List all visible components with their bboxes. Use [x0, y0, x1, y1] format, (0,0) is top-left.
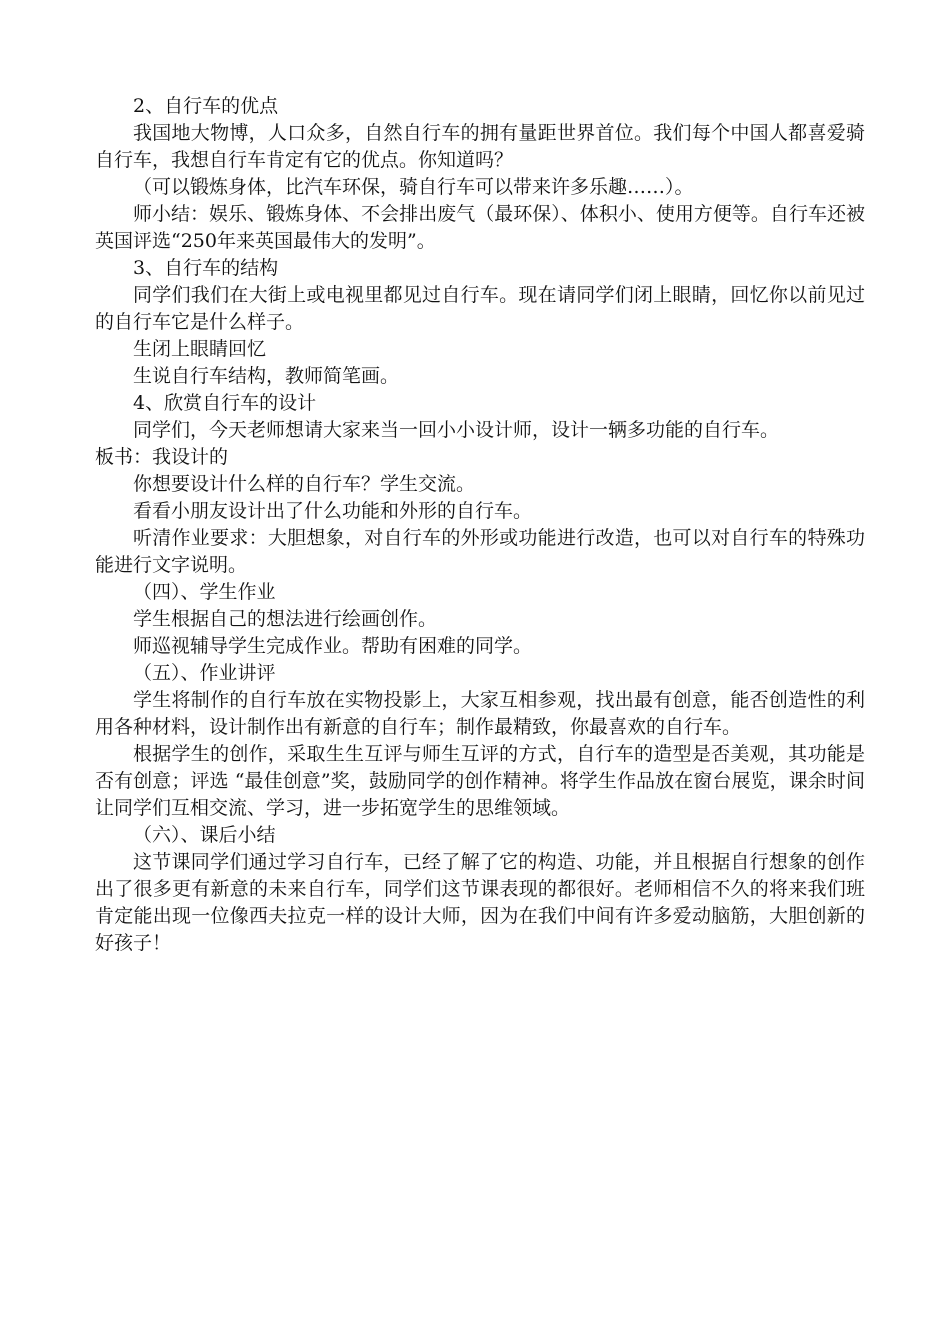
paragraph: 你想要设计什么样的自行车？学生交流。 — [133, 473, 476, 495]
paragraph: 师巡视辅导学生完成作业。帮助有困难的同学。 — [133, 635, 533, 657]
paragraph: 同学们，今天老师想请大家来当一回小小设计师，设计一辆多功能的自行车。 — [133, 419, 780, 441]
section-heading-design: 4、欣赏自行车的设计 — [133, 392, 317, 414]
section-heading-homework: （四）、学生作业 — [133, 581, 276, 603]
paragraph: 听清作业要求：大胆想象，对自行车的外形或功能进行改造，也可以对自行车的特殊功能进行文字说明。 — [95, 527, 865, 576]
section-heading-summary: （六）、课后小结 — [133, 824, 276, 846]
paragraph: 同学们我们在大街上或电视里都见过自行车。现在请同学们闭上眼睛，回忆你以前见过的自行车它是什么样子。 — [95, 284, 865, 333]
paragraph: （可以锻炼身体，比汽车环保，骑自行车可以带来许多乐趣……）。 — [133, 176, 694, 198]
document-page — [95, 93, 865, 957]
paragraph-blackboard: 板书：我设计的 — [95, 446, 229, 468]
paragraph: 我国地大物博，人口众多，自然自行车的拥有量距世界首位。我们每个中国人都喜爱骑自行车，我想自行车肯定有它的优点。你知道吗？ — [95, 122, 865, 171]
section-heading-structure: 3、自行车的结构 — [133, 257, 279, 279]
section-heading-advantages: 2、自行车的优点 — [133, 95, 279, 117]
paragraph: 生说自行车结构，教师简笔画。 — [133, 365, 400, 387]
paragraph: 这节课同学们通过学习自行车，已经了解了它的构造、功能，并且根据自行想象的创作出了很多更有新意的未来自行车，同学们这节课表现的都很好。老师相信不久的将来我们班肯定能出现一位像西夫拉克一样的设计大师，因为在我们中间有许多爱动脑筋，大胆创新的好孩子！ — [95, 851, 865, 954]
paragraph: 根据学生的创作，采取生生互评与师生互评的方式，自行车的造型是否美观，其功能是否有创意；评选 “最佳创意”奖，鼓励同学的创作精神。将学生作品放在窗台展览，课余时间让同学们互相交流、学习，进一步拓宽学生的思维领域。 — [95, 743, 865, 819]
paragraph: 看看小朋友设计出了什么功能和外形的自行车。 — [133, 500, 533, 522]
paragraph: 生闭上眼睛回忆 — [133, 338, 267, 360]
paragraph: 学生根据自己的想法进行绘画创作。 — [133, 608, 438, 630]
section-heading-review: （五）、作业讲评 — [133, 662, 276, 684]
paragraph: 学生将制作的自行车放在实物投影上，大家互相参观，找出最有创意，能否创造性的利用各种材料，设计制作出有新意的自行车；制作最精致，你最喜欢的自行车。 — [95, 689, 865, 738]
paragraph: 师小结：娱乐、锻炼身体、不会排出废气（最环保）、体积小、使用方便等。自行车还被英国评选“250年来英国最伟大的发明”。 — [95, 203, 865, 252]
